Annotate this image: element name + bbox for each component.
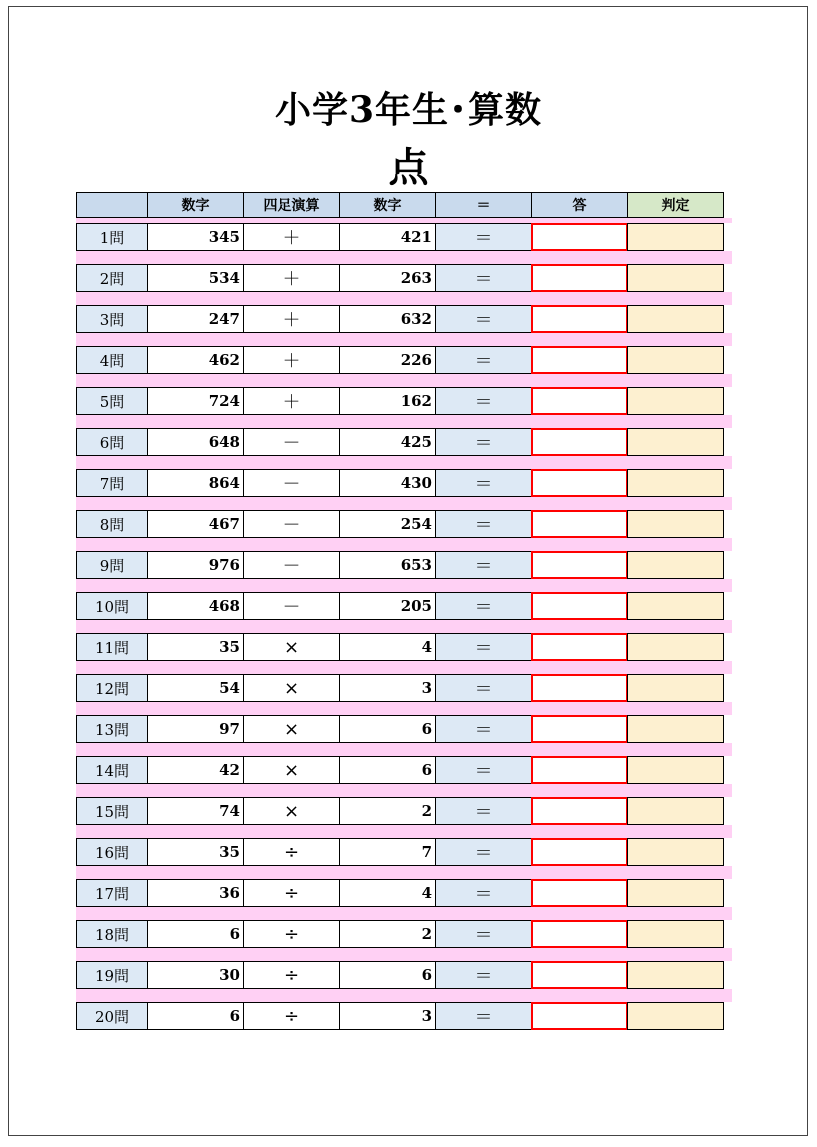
operation: － bbox=[243, 551, 340, 579]
operation: ＋ bbox=[243, 387, 340, 415]
answer-input[interactable] bbox=[531, 715, 628, 743]
equals-sign: ＝ bbox=[435, 756, 532, 784]
answer-input[interactable] bbox=[531, 920, 628, 948]
judge-cell bbox=[627, 961, 724, 989]
header-judge: 判定 bbox=[627, 192, 724, 218]
operation: ÷ bbox=[243, 920, 340, 948]
answer-input[interactable] bbox=[531, 469, 628, 497]
answer-input[interactable] bbox=[531, 797, 628, 825]
table-row bbox=[76, 305, 732, 333]
row-separator bbox=[76, 333, 732, 346]
number-1: 30 bbox=[147, 961, 244, 989]
row-separator bbox=[76, 989, 732, 1002]
number-2: 7 bbox=[339, 838, 436, 866]
table-row bbox=[76, 920, 732, 948]
row-separator bbox=[76, 251, 732, 264]
number-2: 205 bbox=[339, 592, 436, 620]
equals-sign: ＝ bbox=[435, 838, 532, 866]
number-1: 345 bbox=[147, 223, 244, 251]
number-2: 653 bbox=[339, 551, 436, 579]
table-row bbox=[76, 592, 732, 620]
table-row bbox=[76, 428, 732, 456]
page-title: 小学3年生･算数 bbox=[274, 89, 543, 131]
table-row bbox=[76, 510, 732, 538]
number-1: 462 bbox=[147, 346, 244, 374]
judge-cell bbox=[627, 797, 724, 825]
number-2: 226 bbox=[339, 346, 436, 374]
answer-input[interactable] bbox=[531, 592, 628, 620]
number-2: 3 bbox=[339, 674, 436, 702]
problem-table bbox=[76, 192, 732, 1030]
number-1: 724 bbox=[147, 387, 244, 415]
number-2: 6 bbox=[339, 715, 436, 743]
judge-cell bbox=[627, 264, 724, 292]
header-operation: 四足演算 bbox=[243, 192, 340, 218]
row-separator bbox=[76, 866, 732, 879]
number-1: 74 bbox=[147, 797, 244, 825]
answer-input[interactable] bbox=[531, 838, 628, 866]
number-1: 35 bbox=[147, 838, 244, 866]
problem-label: 14問 bbox=[76, 756, 148, 784]
row-separator bbox=[76, 497, 732, 510]
operation: × bbox=[243, 756, 340, 784]
header-equals: ＝ bbox=[435, 192, 532, 218]
answer-input[interactable] bbox=[531, 305, 628, 333]
equals-sign: ＝ bbox=[435, 674, 532, 702]
answer-input[interactable] bbox=[531, 510, 628, 538]
table-row bbox=[76, 633, 732, 661]
header-answer: 答 bbox=[531, 192, 628, 218]
problem-label: 4問 bbox=[76, 346, 148, 374]
number-2: 421 bbox=[339, 223, 436, 251]
judge-cell bbox=[627, 346, 724, 374]
row-separator bbox=[76, 538, 732, 551]
row-separator bbox=[76, 292, 732, 305]
number-2: 162 bbox=[339, 387, 436, 415]
number-2: 632 bbox=[339, 305, 436, 333]
header-label bbox=[76, 192, 148, 218]
table-row bbox=[76, 838, 732, 866]
judge-cell bbox=[627, 223, 724, 251]
operation: － bbox=[243, 469, 340, 497]
number-1: 6 bbox=[147, 920, 244, 948]
header-number-1: 数字 bbox=[147, 192, 244, 218]
table-row bbox=[76, 756, 732, 784]
equals-sign: ＝ bbox=[435, 387, 532, 415]
problem-label: 12問 bbox=[76, 674, 148, 702]
number-2: 6 bbox=[339, 756, 436, 784]
equals-sign: ＝ bbox=[435, 223, 532, 251]
answer-input[interactable] bbox=[531, 879, 628, 907]
table-row bbox=[76, 387, 732, 415]
answer-input[interactable] bbox=[531, 674, 628, 702]
number-1: 534 bbox=[147, 264, 244, 292]
judge-cell bbox=[627, 551, 724, 579]
problem-label: 15問 bbox=[76, 797, 148, 825]
operation: ÷ bbox=[243, 1002, 340, 1030]
score-label: 点 bbox=[388, 144, 429, 191]
number-1: 35 bbox=[147, 633, 244, 661]
problem-label: 7問 bbox=[76, 469, 148, 497]
equals-sign: ＝ bbox=[435, 920, 532, 948]
equals-sign: ＝ bbox=[435, 346, 532, 374]
equals-sign: ＝ bbox=[435, 797, 532, 825]
table-row bbox=[76, 1002, 732, 1030]
equals-sign: ＝ bbox=[435, 264, 532, 292]
number-1: 467 bbox=[147, 510, 244, 538]
table-row bbox=[76, 715, 732, 743]
equals-sign: ＝ bbox=[435, 510, 532, 538]
row-separator bbox=[76, 415, 732, 428]
table-row bbox=[76, 797, 732, 825]
equals-sign: ＝ bbox=[435, 961, 532, 989]
operation: × bbox=[243, 674, 340, 702]
judge-cell bbox=[627, 428, 724, 456]
row-separator bbox=[76, 825, 732, 838]
problem-label: 11問 bbox=[76, 633, 148, 661]
row-separator bbox=[76, 907, 732, 920]
problem-label: 10問 bbox=[76, 592, 148, 620]
number-1: 247 bbox=[147, 305, 244, 333]
number-2: 3 bbox=[339, 1002, 436, 1030]
judge-cell bbox=[627, 510, 724, 538]
problem-label: 16問 bbox=[76, 838, 148, 866]
problem-label: 20問 bbox=[76, 1002, 148, 1030]
problem-label: 17問 bbox=[76, 879, 148, 907]
operation: ＋ bbox=[243, 305, 340, 333]
number-2: 263 bbox=[339, 264, 436, 292]
operation: ＋ bbox=[243, 346, 340, 374]
number-1: 97 bbox=[147, 715, 244, 743]
equals-sign: ＝ bbox=[435, 592, 532, 620]
table-header-row bbox=[76, 192, 732, 218]
header-number-2: 数字 bbox=[339, 192, 436, 218]
equals-sign: ＝ bbox=[435, 428, 532, 456]
number-1: 468 bbox=[147, 592, 244, 620]
judge-cell bbox=[627, 633, 724, 661]
row-separator bbox=[76, 620, 732, 633]
problem-label: 5問 bbox=[76, 387, 148, 415]
operation: ÷ bbox=[243, 961, 340, 989]
equals-sign: ＝ bbox=[435, 551, 532, 579]
number-2: 430 bbox=[339, 469, 436, 497]
number-1: 976 bbox=[147, 551, 244, 579]
problem-label: 19問 bbox=[76, 961, 148, 989]
equals-sign: ＝ bbox=[435, 305, 532, 333]
problem-label: 8問 bbox=[76, 510, 148, 538]
judge-cell bbox=[627, 838, 724, 866]
operation: × bbox=[243, 633, 340, 661]
judge-cell bbox=[627, 920, 724, 948]
answer-input[interactable] bbox=[531, 1002, 628, 1030]
table-row bbox=[76, 469, 732, 497]
problem-label: 18問 bbox=[76, 920, 148, 948]
row-separator bbox=[76, 702, 732, 715]
number-2: 4 bbox=[339, 633, 436, 661]
equals-sign: ＝ bbox=[435, 1002, 532, 1030]
number-2: 2 bbox=[339, 797, 436, 825]
number-1: 6 bbox=[147, 1002, 244, 1030]
problem-label: 9問 bbox=[76, 551, 148, 579]
row-separator bbox=[76, 784, 732, 797]
table-row bbox=[76, 346, 732, 374]
number-1: 42 bbox=[147, 756, 244, 784]
operation: － bbox=[243, 428, 340, 456]
answer-input[interactable] bbox=[531, 387, 628, 415]
number-2: 254 bbox=[339, 510, 436, 538]
problem-label: 13問 bbox=[76, 715, 148, 743]
answer-input[interactable] bbox=[531, 223, 628, 251]
table-row bbox=[76, 879, 732, 907]
problem-label: 1問 bbox=[76, 223, 148, 251]
judge-cell bbox=[627, 756, 724, 784]
operation: ÷ bbox=[243, 838, 340, 866]
table-row bbox=[76, 551, 732, 579]
row-separator bbox=[76, 743, 732, 756]
operation: × bbox=[243, 715, 340, 743]
number-2: 2 bbox=[339, 920, 436, 948]
table-row bbox=[76, 961, 732, 989]
judge-cell bbox=[627, 305, 724, 333]
answer-input[interactable] bbox=[531, 428, 628, 456]
number-1: 36 bbox=[147, 879, 244, 907]
equals-sign: ＝ bbox=[435, 879, 532, 907]
number-2: 6 bbox=[339, 961, 436, 989]
operation: ÷ bbox=[243, 879, 340, 907]
number-1: 648 bbox=[147, 428, 244, 456]
judge-cell bbox=[627, 469, 724, 497]
number-2: 425 bbox=[339, 428, 436, 456]
answer-input[interactable] bbox=[531, 756, 628, 784]
problem-label: 2問 bbox=[76, 264, 148, 292]
judge-cell bbox=[627, 592, 724, 620]
judge-cell bbox=[627, 1002, 724, 1030]
equals-sign: ＝ bbox=[435, 633, 532, 661]
table-row bbox=[76, 264, 732, 292]
problem-label: 6問 bbox=[76, 428, 148, 456]
operation: ＋ bbox=[243, 223, 340, 251]
row-separator bbox=[76, 579, 732, 592]
judge-cell bbox=[627, 674, 724, 702]
equals-sign: ＝ bbox=[435, 469, 532, 497]
row-separator bbox=[76, 374, 732, 387]
answer-input[interactable] bbox=[531, 961, 628, 989]
operation: ＋ bbox=[243, 264, 340, 292]
judge-cell bbox=[627, 387, 724, 415]
judge-cell bbox=[627, 879, 724, 907]
answer-input[interactable] bbox=[531, 551, 628, 579]
number-1: 54 bbox=[147, 674, 244, 702]
row-separator bbox=[76, 661, 732, 674]
operation: － bbox=[243, 510, 340, 538]
row-separator bbox=[76, 456, 732, 469]
equals-sign: ＝ bbox=[435, 715, 532, 743]
problem-rows bbox=[76, 218, 732, 1030]
row-separator bbox=[76, 948, 732, 961]
answer-input[interactable] bbox=[531, 633, 628, 661]
table-row bbox=[76, 223, 732, 251]
answer-input[interactable] bbox=[531, 346, 628, 374]
number-2: 4 bbox=[339, 879, 436, 907]
answer-input[interactable] bbox=[531, 264, 628, 292]
table-row bbox=[76, 674, 732, 702]
judge-cell bbox=[627, 715, 724, 743]
operation: － bbox=[243, 592, 340, 620]
number-1: 864 bbox=[147, 469, 244, 497]
problem-label: 3問 bbox=[76, 305, 148, 333]
operation: × bbox=[243, 797, 340, 825]
